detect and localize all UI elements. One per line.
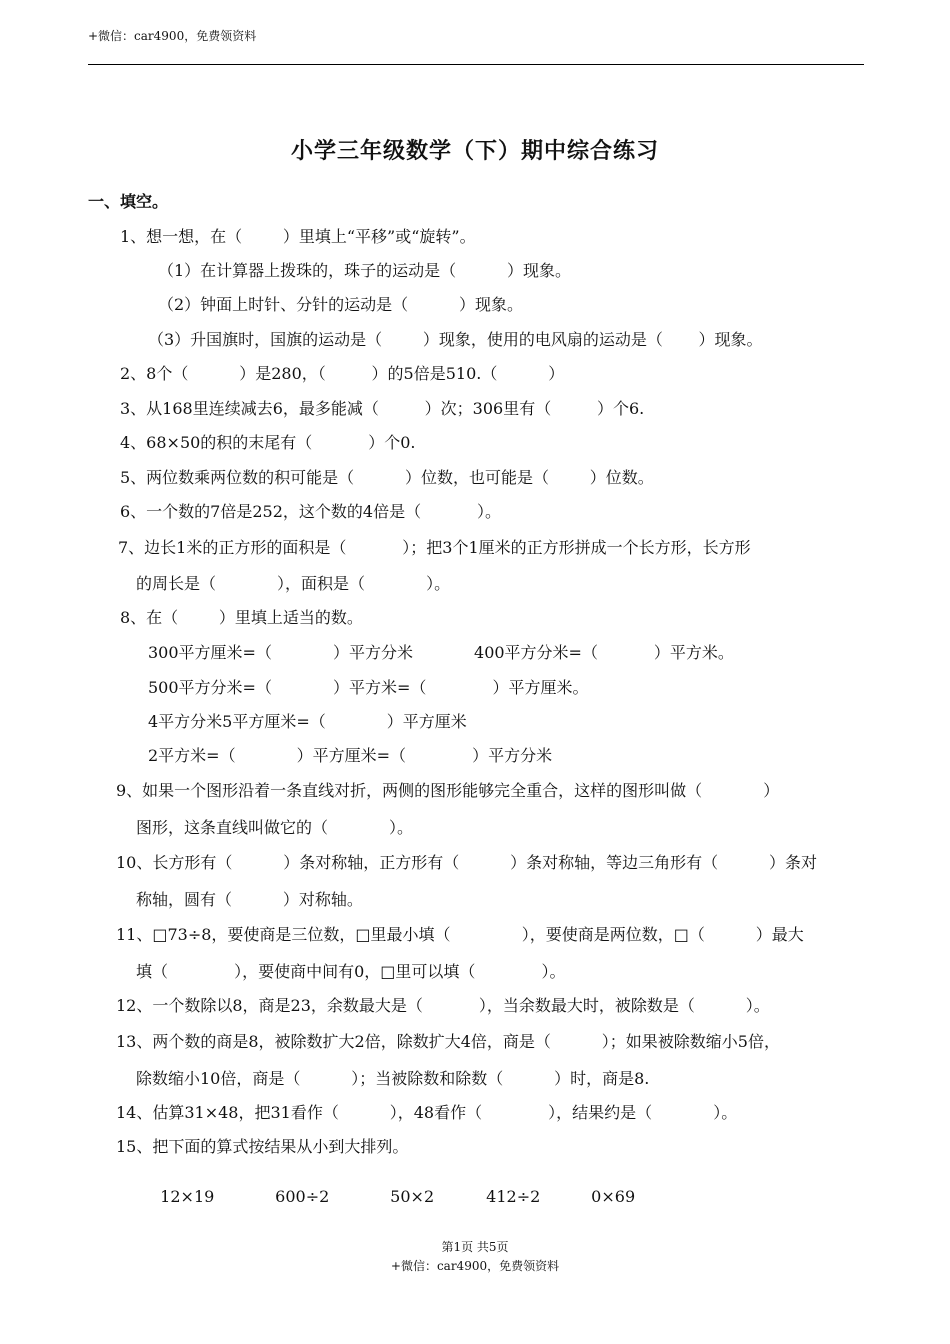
question-12: 12、一个数除以8，商是23，余数最大是（ ），当余数最大时，被除数是（ ）。 <box>116 996 770 1015</box>
question-10-cont: 称轴，圆有（ ）对称轴。 <box>136 890 363 909</box>
question-2: 2、8个（ ）是280，（ ）的5倍是510.（ ） <box>120 364 565 383</box>
question-14: 14、估算31×48，把31看作（ ），48看作（ ），结果约是（ ）。 <box>116 1103 738 1122</box>
question-8: 8、在（ ）里填上适当的数。 <box>120 608 363 627</box>
expression-list <box>150 1168 635 1206</box>
question-7: 7、边长1米的正方形的面积是（ ）；把3个1厘米的正方形拼成一个长方形，长方形 <box>118 538 751 557</box>
question-11: 11、□73÷8，要使商是三位数，□里最小填（ ），要使商是两位数，□（ ）最大 <box>116 925 804 944</box>
question-6: 6、一个数的7倍是252，这个数的4倍是（ ）。 <box>120 502 502 521</box>
question-8-row-3: 4平方分米5平方厘米=（ ）平方厘米 <box>148 712 467 731</box>
expression: 0×69 <box>591 1187 636 1206</box>
question-10: 10、长方形有（ ）条对称轴，正方形有（ ）条对称轴，等边三角形有（ ）条对 <box>116 853 817 872</box>
question-9: 9、如果一个图形沿着一条直线对折，两侧的图形能够完全重合，这样的图形叫做（ ） <box>116 781 780 800</box>
question-8-row-2: 500平方分米=（ ）平方米=（ ）平方厘米。 <box>148 678 589 697</box>
question-1-part-2: （2）钟面上时针、分针的运动是（ ）现象。 <box>158 295 524 314</box>
expression: 412÷2 <box>486 1187 541 1206</box>
question-1: 1、想一想，在（ ）里填上“平移”或“旋转”。 <box>120 227 476 246</box>
question-7-cont: 的周长是（ ），面积是（ ）。 <box>136 574 451 593</box>
header-contact: +微信：car4900，免费领资料 <box>88 29 257 43</box>
question-8-row-1: 300平方厘米=（ ）平方分米 400平方分米=（ ）平方米。 <box>148 643 734 662</box>
question-3: 3、从168里连续减去6，最多能减（ ）次；306里有（ ）个6. <box>120 399 645 418</box>
page-number: 第1页 共5页 <box>441 1240 509 1254</box>
expression: 50×2 <box>390 1187 435 1206</box>
header-rule <box>88 64 864 65</box>
question-5: 5、两位数乘两位数的积可能是（ ）位数，也可能是（ ）位数。 <box>120 468 654 487</box>
footer-contact: +微信：car4900，免费领资料 <box>390 1259 560 1273</box>
section-heading: 一、填空。 <box>88 192 169 211</box>
question-11-cont: 填（ ），要使商中间有0，□里可以填（ ）。 <box>136 962 566 981</box>
expression: 12×19 <box>160 1187 215 1206</box>
question-13-cont: 除数缩小10倍，商是（ ）；当被除数和除数（ ）时，商是8. <box>136 1069 650 1088</box>
question-1-part-3: （3）升国旗时，国旗的运动是（ ）现象，使用的电风扇的运动是（ ）现象。 <box>148 330 763 349</box>
question-15: 15、把下面的算式按结果从小到大排列。 <box>116 1137 409 1156</box>
expression: 600÷2 <box>275 1187 330 1206</box>
question-1-part-1: （1）在计算器上拨珠的，珠子的运动是（ ）现象。 <box>158 261 572 280</box>
question-4: 4、68×50的积的末尾有（ ）个0. <box>120 433 416 452</box>
question-9-cont: 图形，这条直线叫做它的（ ）。 <box>136 818 414 837</box>
question-8-row-4: 2平方米=（ ）平方厘米=（ ）平方分米 <box>148 746 553 765</box>
page-title: 小学三年级数学（下）期中综合练习 <box>290 138 659 164</box>
question-13: 13、两个数的商是8，被除数扩大2倍，除数扩大4倍，商是（ ）；如果被除数缩小5倍， <box>116 1032 780 1051</box>
